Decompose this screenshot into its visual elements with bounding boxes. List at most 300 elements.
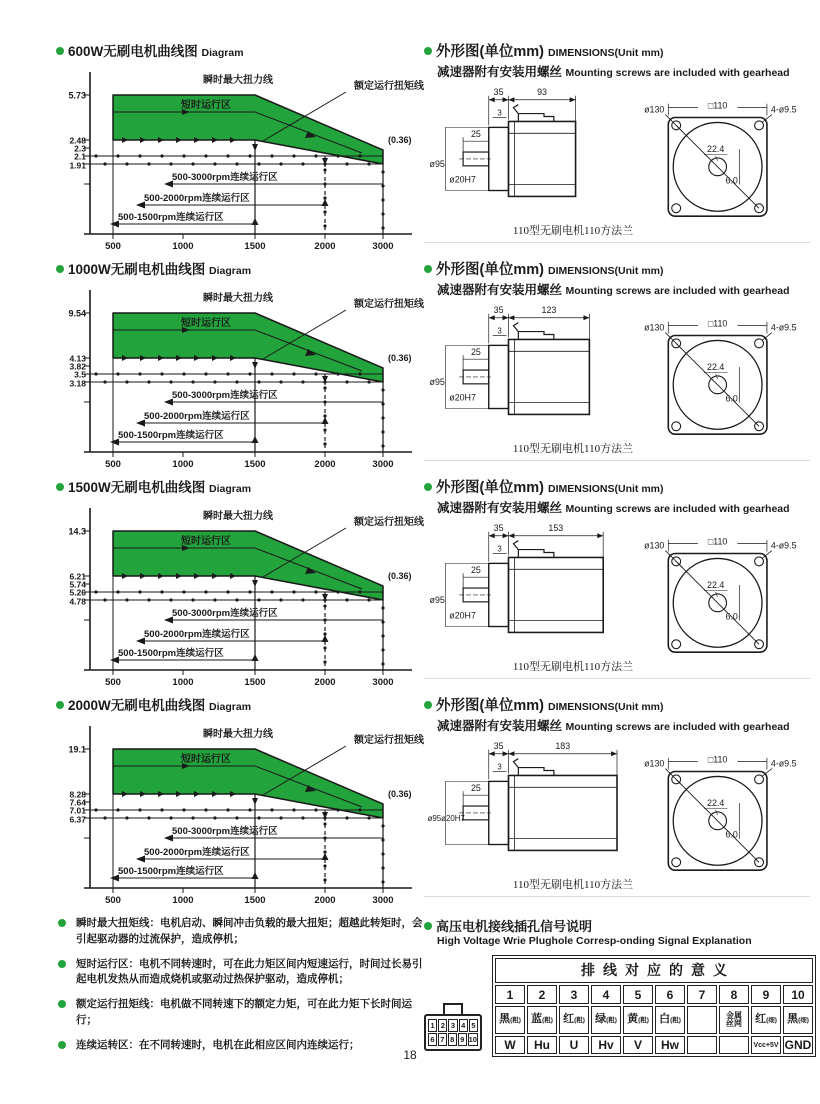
chart-title-en: Diagram bbox=[209, 701, 252, 713]
dot bbox=[103, 816, 106, 819]
dim-title-cn: 外形图(单位mm) bbox=[436, 480, 544, 496]
pin-number-cell: 8 bbox=[719, 985, 749, 1004]
dot bbox=[213, 380, 216, 383]
dot bbox=[381, 662, 384, 665]
dot bbox=[301, 380, 304, 383]
dot bbox=[103, 380, 106, 383]
dot bbox=[138, 808, 141, 811]
x-tick-label: 3000 bbox=[372, 459, 394, 470]
x-tick-label: 1500 bbox=[244, 459, 266, 470]
dim-key-width: 22.4 bbox=[707, 580, 725, 591]
dim-bolt-circle: ø130 bbox=[644, 758, 665, 769]
dim-bolt-circle: ø130 bbox=[644, 104, 665, 115]
zone-label: 500-3000rpm连续运行区 bbox=[172, 390, 278, 401]
dimension-drawing-600w bbox=[424, 82, 810, 228]
bullet-icon bbox=[424, 47, 432, 55]
end-value-label: (0.36) bbox=[388, 789, 412, 799]
dim-key-height: 6.0 bbox=[725, 611, 738, 622]
diagonal-line bbox=[676, 125, 759, 208]
dim-caption: 110型无刷电机110方法兰 bbox=[512, 661, 634, 673]
dot bbox=[381, 388, 384, 391]
dot bbox=[314, 372, 317, 375]
connector-pin: 4 bbox=[459, 1019, 468, 1032]
dot bbox=[381, 824, 384, 827]
signal-title-en: High Voltage Wrie Plughole Corresp-onding Signal Explanation bbox=[437, 935, 752, 947]
dot bbox=[182, 372, 185, 375]
end-value-label: (0.36) bbox=[388, 353, 412, 363]
x-tick-label: 1000 bbox=[172, 895, 194, 906]
dim-title-cn: 外形图(单位mm) bbox=[436, 698, 544, 714]
dot bbox=[381, 648, 384, 651]
dot bbox=[169, 380, 172, 383]
bullet-icon bbox=[56, 265, 64, 273]
body-lines bbox=[508, 121, 575, 196]
dot bbox=[367, 162, 370, 165]
chart-block-2000w bbox=[56, 694, 428, 912]
dot bbox=[381, 444, 384, 447]
zone-label: 500-2000rpm连续运行区 bbox=[144, 629, 250, 640]
dot bbox=[358, 590, 361, 593]
dot bbox=[270, 372, 273, 375]
cable-hook bbox=[513, 541, 518, 550]
bullet-icon bbox=[58, 960, 66, 968]
y-tick-label: 3.18 bbox=[69, 378, 86, 389]
dot bbox=[336, 154, 339, 157]
zone-label: 500-3000rpm连续运行区 bbox=[172, 826, 278, 837]
dot bbox=[279, 816, 282, 819]
note-item bbox=[58, 916, 430, 948]
dim-square: □110 bbox=[707, 100, 728, 111]
chart-block-1500w bbox=[56, 476, 428, 694]
x-tick-label: 500 bbox=[105, 241, 121, 252]
chart-title-cn: 1500W无刷电机曲线图 bbox=[68, 480, 206, 495]
dot bbox=[103, 598, 106, 601]
dim-subtitle-cn: 减速器附有安装用螺丝 bbox=[437, 501, 563, 515]
dot bbox=[125, 380, 128, 383]
annotation-short-zone: 短时运行区 bbox=[181, 536, 231, 547]
dot bbox=[103, 162, 106, 165]
annotation-rated-line: 额定运行扭矩线 bbox=[354, 735, 424, 746]
dim-square: □110 bbox=[707, 754, 728, 765]
dot bbox=[160, 154, 163, 157]
pin-number-cell: 3 bbox=[559, 985, 589, 1004]
bolt-hole bbox=[672, 204, 681, 213]
dot bbox=[358, 372, 361, 375]
wire-color-cell: 黑(细) bbox=[783, 1006, 813, 1034]
arrow bbox=[252, 654, 259, 661]
chart-title-cn: 1000W无刷电机曲线图 bbox=[68, 262, 206, 277]
dot bbox=[248, 154, 251, 157]
dim-plate: 3 bbox=[497, 762, 502, 772]
annotation-rated-line: 额定运行扭矩线 bbox=[354, 299, 424, 310]
dot bbox=[213, 162, 216, 165]
dim-title bbox=[424, 694, 810, 715]
dim-dia1: ø95ø20H7 bbox=[427, 813, 465, 823]
signal-name-cell: W bbox=[495, 1036, 525, 1054]
pin-number-cell: 6 bbox=[655, 985, 685, 1004]
y-tick-label: 5.73 bbox=[68, 90, 86, 101]
motor-body bbox=[508, 775, 617, 850]
pin-number-cell: 2 bbox=[527, 985, 557, 1004]
wire-color-cell: 黑(粗) bbox=[495, 1006, 525, 1034]
dot bbox=[336, 372, 339, 375]
zone-label: 500-2000rpm连续运行区 bbox=[144, 847, 250, 858]
dim-dia2: ø20H7 bbox=[449, 610, 476, 621]
y-tick-label: 6.37 bbox=[69, 814, 86, 825]
x-tick-label: 1500 bbox=[244, 677, 266, 688]
dot bbox=[323, 822, 326, 825]
body-lines bbox=[508, 339, 589, 414]
connector-pin: 10 bbox=[468, 1035, 477, 1044]
bolt-hole bbox=[672, 422, 681, 431]
arrow bbox=[252, 798, 258, 805]
dot bbox=[323, 604, 326, 607]
dot bbox=[292, 372, 295, 375]
connector-pin: 3 bbox=[448, 1019, 457, 1032]
dot bbox=[94, 372, 97, 375]
dot bbox=[204, 590, 207, 593]
dot bbox=[248, 808, 251, 811]
y-tick-label: 1.91 bbox=[69, 160, 86, 171]
dot bbox=[169, 598, 172, 601]
wire-color-cell: 蓝(粗) bbox=[527, 1006, 557, 1034]
arrow bbox=[597, 533, 603, 538]
zone-label: 500-1500rpm连续运行区 bbox=[118, 866, 224, 877]
gearhead bbox=[489, 127, 509, 190]
annotation-max-line: 瞬时最大扭力线 bbox=[203, 511, 273, 522]
dot bbox=[381, 620, 384, 623]
diagonal-line bbox=[676, 343, 759, 426]
dim-subtitle bbox=[437, 62, 810, 80]
dim-key-width: 22.4 bbox=[707, 798, 725, 809]
dot bbox=[94, 154, 97, 157]
dot bbox=[160, 808, 163, 811]
dim-title bbox=[424, 258, 810, 279]
annotation-rated-line: 额定运行扭矩线 bbox=[354, 81, 424, 92]
arrow bbox=[322, 635, 329, 642]
dot bbox=[279, 380, 282, 383]
dot bbox=[381, 416, 384, 419]
connector-pin: 6 bbox=[428, 1033, 437, 1046]
dot bbox=[191, 816, 194, 819]
dim-key-width: 22.4 bbox=[707, 144, 725, 155]
note-item bbox=[58, 997, 430, 1029]
arrow bbox=[252, 580, 258, 587]
x-tick-label: 1500 bbox=[244, 241, 266, 252]
note-text: 瞬时最大扭矩线：电机启动、瞬间冲击负载的最大扭矩；超越此转矩时，会引起驱动器的过流保护，造成停机； bbox=[76, 917, 423, 945]
operating-region bbox=[113, 531, 383, 600]
cable-bracket bbox=[518, 114, 554, 122]
dim-title-cn: 外形图(单位mm) bbox=[436, 44, 544, 60]
arrow bbox=[508, 533, 514, 538]
zone-label: 500-1500rpm连续运行区 bbox=[118, 648, 224, 659]
bullet-icon bbox=[58, 919, 66, 927]
arrow bbox=[322, 417, 329, 424]
note-item bbox=[58, 957, 430, 989]
y-tick-label: 2.1 bbox=[74, 151, 86, 162]
dim-plate: 3 bbox=[497, 544, 502, 554]
y-tick-label: 4.13 bbox=[69, 353, 86, 364]
wire-color-cell: 金属 丝网 bbox=[719, 1006, 749, 1034]
chart-title-en: Diagram bbox=[209, 265, 252, 277]
torque-chart-2000w bbox=[56, 716, 428, 912]
dim-body-length: 153 bbox=[548, 522, 564, 533]
arrow bbox=[611, 751, 617, 756]
dot bbox=[270, 154, 273, 157]
dot bbox=[301, 162, 304, 165]
dot bbox=[160, 590, 163, 593]
annotation-max-line: 瞬时最大扭力线 bbox=[203, 75, 273, 86]
y-tick-label: 3.5 bbox=[74, 369, 86, 380]
dot bbox=[292, 154, 295, 157]
dim-body-length: 93 bbox=[537, 86, 547, 97]
dim-shaft-length: 25 bbox=[471, 129, 481, 140]
dot bbox=[381, 606, 384, 609]
dot bbox=[191, 598, 194, 601]
arrow bbox=[489, 97, 495, 102]
dim-gear-length: 35 bbox=[493, 304, 504, 315]
dot bbox=[138, 372, 141, 375]
signal-table bbox=[492, 955, 816, 1057]
dot bbox=[160, 372, 163, 375]
dim-lines bbox=[463, 137, 489, 152]
arrow bbox=[503, 533, 509, 538]
dim-subtitle-en: Mounting screws are included with gearhead bbox=[565, 67, 790, 79]
arrow bbox=[252, 362, 258, 369]
x-tick-label: 1000 bbox=[172, 241, 194, 252]
signal-name-cell: Hv bbox=[591, 1036, 621, 1054]
signal-name-cell: Hu bbox=[527, 1036, 557, 1054]
arrow bbox=[570, 97, 576, 102]
dot bbox=[138, 154, 141, 157]
x-tick-label: 500 bbox=[105, 895, 121, 906]
dim-dia1: ø95 bbox=[429, 376, 445, 387]
dim-title bbox=[424, 476, 810, 497]
x-tick-label: 1000 bbox=[172, 677, 194, 688]
x-tick-label: 2000 bbox=[314, 895, 336, 906]
arrow bbox=[252, 436, 259, 443]
connector-tab bbox=[443, 1003, 463, 1014]
gearhead bbox=[489, 345, 509, 408]
bullet-icon bbox=[58, 1000, 66, 1008]
dim-subtitle-cn: 减速器附有安装用螺丝 bbox=[437, 65, 563, 79]
dot bbox=[270, 590, 273, 593]
signal-name-cell: Hw bbox=[655, 1036, 685, 1054]
pin-number-cell: 5 bbox=[623, 985, 653, 1004]
dot bbox=[147, 380, 150, 383]
bolt-hole bbox=[672, 640, 681, 649]
dot bbox=[235, 598, 238, 601]
dot bbox=[381, 170, 384, 173]
dim-dia2: ø20H7 bbox=[449, 392, 476, 403]
torque-chart-600w bbox=[56, 62, 428, 258]
dot bbox=[182, 590, 185, 593]
dim-dia1: ø95 bbox=[429, 594, 445, 605]
wire-color-cell: 白(粗) bbox=[655, 1006, 685, 1034]
dot bbox=[257, 816, 260, 819]
dim-title bbox=[424, 40, 810, 61]
dot bbox=[323, 210, 326, 213]
cable-bracket bbox=[518, 768, 554, 776]
torque-chart-1500w bbox=[56, 498, 428, 694]
x-tick-label: 3000 bbox=[372, 677, 394, 688]
dot bbox=[147, 598, 150, 601]
arrow bbox=[503, 751, 509, 756]
zone-label: 500-1500rpm连续运行区 bbox=[118, 212, 224, 223]
dot bbox=[323, 646, 326, 649]
x-tick-label: 500 bbox=[105, 677, 121, 688]
x-tick-label: 2000 bbox=[314, 241, 336, 252]
notes-list bbox=[58, 916, 430, 1062]
dim-block-1500w bbox=[424, 476, 810, 679]
bullet-icon bbox=[56, 483, 64, 491]
arrow bbox=[322, 853, 329, 860]
dim-subtitle-cn: 减速器附有安装用螺丝 bbox=[437, 719, 563, 733]
arrow bbox=[489, 533, 495, 538]
y-tick-label: 5.26 bbox=[69, 587, 86, 598]
dim-dia2: ø20H7 bbox=[449, 174, 476, 185]
annotation-max-line: 瞬时最大扭力线 bbox=[203, 293, 273, 304]
dot bbox=[345, 162, 348, 165]
chart-title-en: Diagram bbox=[209, 483, 252, 495]
dot bbox=[191, 162, 194, 165]
zone-label: 500-1500rpm连续运行区 bbox=[118, 430, 224, 441]
signal-title-cn: 高压电机接线插孔信号说明 bbox=[436, 919, 593, 934]
arrow bbox=[489, 315, 495, 320]
torque-chart-1000w bbox=[56, 280, 428, 476]
connector-plug-icon bbox=[424, 1003, 482, 1051]
dim-plate: 3 bbox=[497, 108, 502, 118]
chart-title-2000w bbox=[56, 694, 428, 714]
connector-pin: 5 bbox=[469, 1019, 478, 1032]
dot bbox=[323, 168, 326, 171]
bullet-icon bbox=[424, 701, 432, 709]
annotation-rated-line: 额定运行扭矩线 bbox=[354, 517, 424, 528]
dot bbox=[323, 386, 326, 389]
dim-block-1000w bbox=[424, 258, 810, 461]
dot bbox=[358, 808, 361, 811]
dim-title-en: DIMENSIONS(Unit mm) bbox=[547, 265, 664, 277]
dot bbox=[125, 162, 128, 165]
dot bbox=[345, 816, 348, 819]
dim-body-length: 183 bbox=[555, 740, 571, 751]
dim-key-height: 6.0 bbox=[725, 175, 738, 186]
connector-pin: 9 bbox=[458, 1033, 467, 1046]
y-tick-label: 2.48 bbox=[69, 135, 86, 146]
dot bbox=[235, 816, 238, 819]
dot bbox=[257, 162, 260, 165]
y-tick-label: 5.74 bbox=[69, 579, 86, 590]
dot bbox=[314, 154, 317, 157]
dot bbox=[345, 380, 348, 383]
dot bbox=[182, 808, 185, 811]
cable-bracket bbox=[518, 550, 554, 558]
dot bbox=[381, 852, 384, 855]
dim-key-height: 6.0 bbox=[725, 829, 738, 840]
dot bbox=[381, 226, 384, 229]
dot bbox=[204, 154, 207, 157]
x-tick-label: 500 bbox=[105, 459, 121, 470]
connector-pin: 8 bbox=[448, 1033, 457, 1046]
y-tick-label: 8.28 bbox=[69, 789, 86, 800]
end-value-label: (0.36) bbox=[388, 135, 412, 145]
bullet-icon bbox=[56, 47, 64, 55]
motor-body bbox=[508, 121, 575, 196]
arrow bbox=[503, 315, 509, 320]
note-text: 短时运行区：电机不同转速时，可在此力矩区间内短速运行，时间过长易引起电机发热从而造成烧机或驱动过热保护驱动，造成停机； bbox=[76, 957, 423, 986]
dot bbox=[213, 816, 216, 819]
dimension-drawing-2000w bbox=[424, 736, 810, 882]
dot bbox=[169, 162, 172, 165]
y-tick-label: 14.3 bbox=[68, 526, 86, 537]
arrow bbox=[252, 144, 258, 151]
dot bbox=[381, 838, 384, 841]
dim-subtitle-en: Mounting screws are included with gearhead bbox=[565, 285, 790, 297]
wire-color-cell: 红(粗) bbox=[559, 1006, 589, 1034]
x-tick-label: 1500 bbox=[244, 895, 266, 906]
pin-number-cell: 10 bbox=[783, 985, 813, 1004]
dim-holes: 4-ø9.5 bbox=[770, 104, 797, 115]
dim-dia1: ø95 bbox=[429, 158, 445, 169]
dim-square: □110 bbox=[707, 536, 728, 547]
connector-body bbox=[424, 1014, 482, 1051]
gearhead bbox=[489, 781, 509, 844]
bullet-icon bbox=[424, 922, 432, 930]
annotation-short-zone: 短时运行区 bbox=[181, 100, 231, 111]
end-value-label: (0.36) bbox=[388, 571, 412, 581]
dot bbox=[226, 808, 229, 811]
pin-number-cell: 1 bbox=[495, 985, 525, 1004]
dim-shaft-length: 25 bbox=[471, 347, 481, 358]
wire-color-cell: 黄(粗) bbox=[623, 1006, 653, 1034]
dot bbox=[116, 808, 119, 811]
dot bbox=[279, 598, 282, 601]
body-lines bbox=[508, 775, 617, 850]
y-tick-label: 6.21 bbox=[69, 571, 86, 582]
signal-name-cell: Vcc+5V bbox=[751, 1036, 781, 1054]
y-tick-label: 2.3 bbox=[74, 143, 86, 154]
dimension-drawing-1500w bbox=[424, 518, 810, 664]
x-tick-label: 3000 bbox=[372, 241, 394, 252]
annotation-short-zone: 短时运行区 bbox=[181, 318, 231, 329]
dot bbox=[381, 880, 384, 883]
y-tick-label: 7.64 bbox=[69, 797, 86, 808]
dot bbox=[381, 866, 384, 869]
dot bbox=[94, 808, 97, 811]
dim-lines bbox=[463, 791, 489, 806]
dot bbox=[381, 198, 384, 201]
dim-holes: 4-ø9.5 bbox=[770, 758, 797, 769]
dot bbox=[116, 372, 119, 375]
arrow bbox=[252, 218, 259, 225]
connector-pin: 2 bbox=[438, 1019, 447, 1032]
y-tick-label: 3.82 bbox=[69, 361, 86, 372]
dimension-drawing-1000w bbox=[424, 300, 810, 446]
dim-subtitle bbox=[437, 716, 810, 734]
bolt-hole bbox=[672, 858, 681, 867]
dot bbox=[345, 598, 348, 601]
dim-caption: 110型无刷电机110方法兰 bbox=[512, 443, 634, 455]
dim-caption: 110型无刷电机110方法兰 bbox=[512, 225, 634, 237]
connector-pin: 1 bbox=[428, 1019, 437, 1032]
dim-subtitle-cn: 减速器附有安装用螺丝 bbox=[437, 283, 563, 297]
dot bbox=[301, 598, 304, 601]
arrow bbox=[489, 751, 495, 756]
page-number: 18 bbox=[403, 1048, 417, 1062]
dim-key-width: 22.4 bbox=[707, 362, 725, 373]
chart-title-cn: 600W无刷电机曲线图 bbox=[68, 44, 198, 59]
dim-gear-length: 35 bbox=[493, 522, 504, 533]
